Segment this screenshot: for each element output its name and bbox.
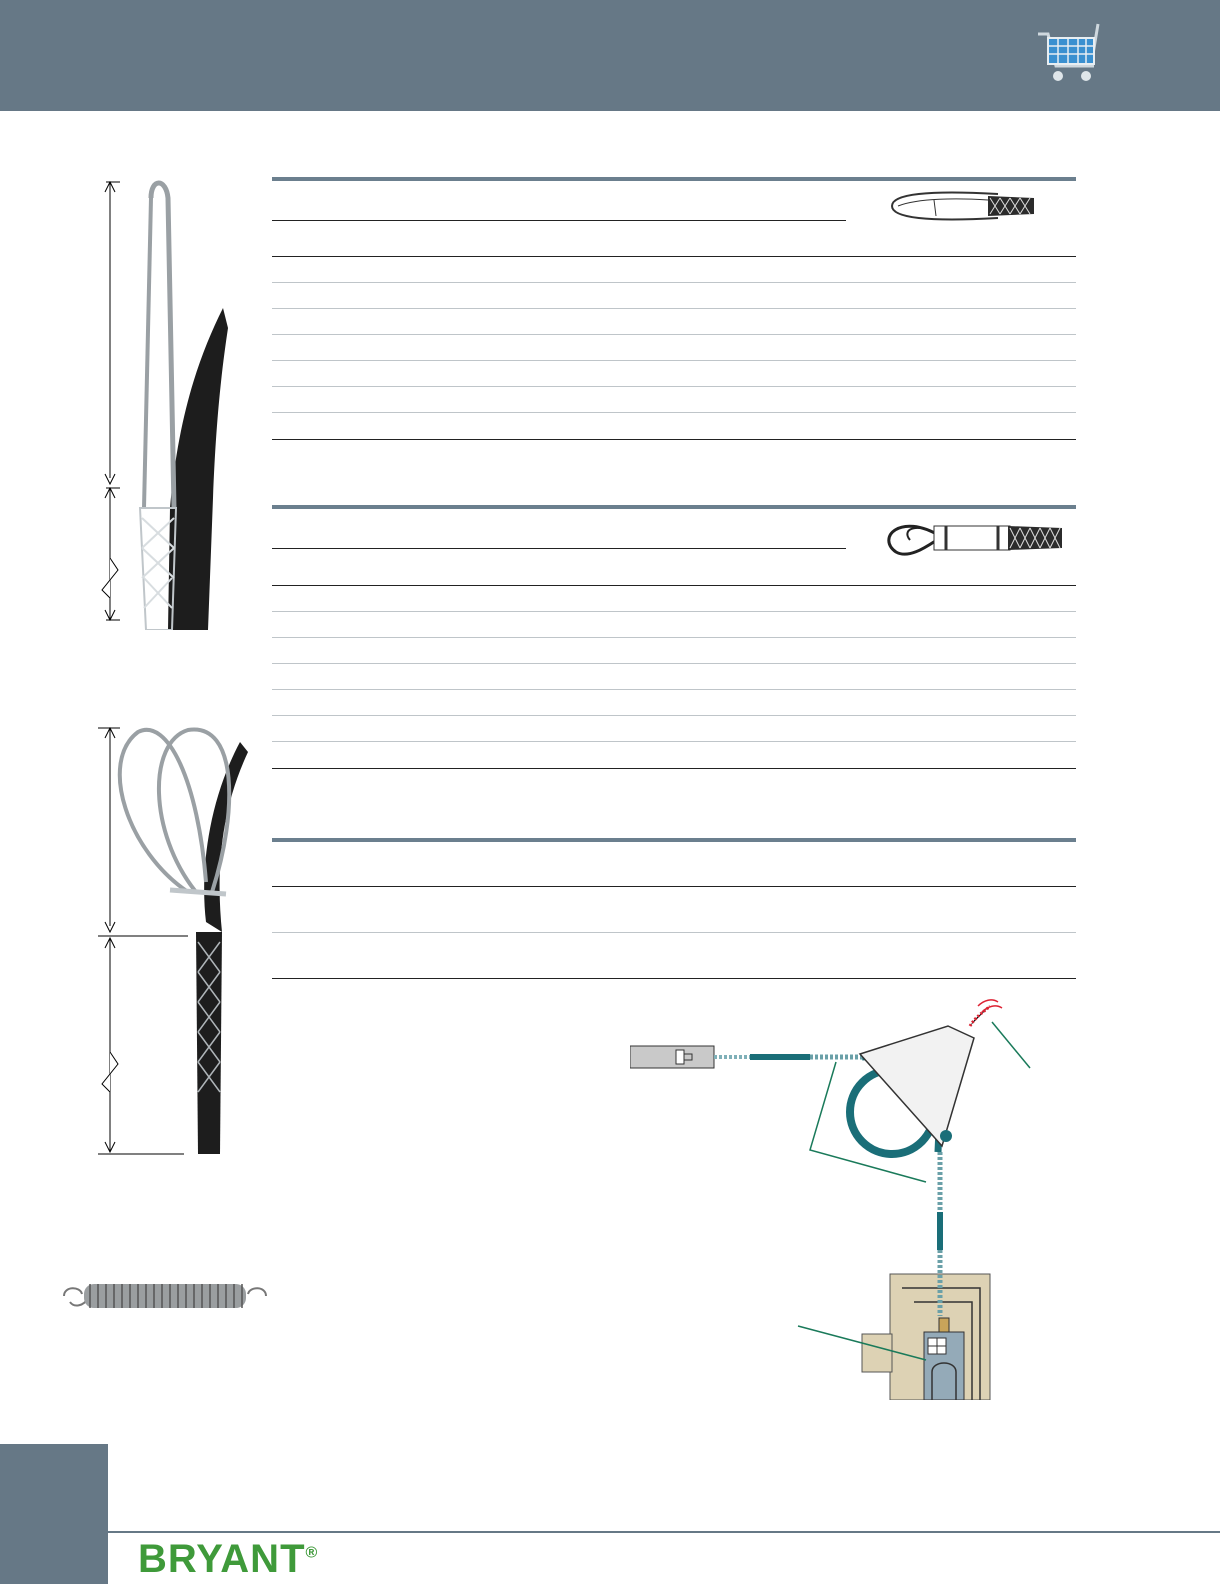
double-eye-grip-icon xyxy=(880,514,1066,562)
table2-row-rule xyxy=(272,715,1076,716)
cable-pulling-installation-diagram xyxy=(630,996,1050,1400)
table3-row-rule xyxy=(272,932,1076,933)
table1-top-rule xyxy=(272,177,1076,181)
table1-bottom-rule xyxy=(272,439,1076,440)
table1-title-rule xyxy=(272,220,846,221)
table2-bottom-rule xyxy=(272,768,1076,769)
table1-row-rule xyxy=(272,412,1076,413)
table1-row-rule xyxy=(272,308,1076,309)
table3-top-rule xyxy=(272,838,1076,842)
registered-mark: ® xyxy=(305,1544,319,1562)
table2-row-rule xyxy=(272,663,1076,664)
table1-header-rule xyxy=(272,256,1076,257)
table1-row-rule xyxy=(272,334,1076,335)
footer-rule xyxy=(108,1531,1220,1533)
table1-row-rule xyxy=(272,282,1076,283)
table2-row-rule xyxy=(272,611,1076,612)
brand-name: BRYANT xyxy=(138,1537,306,1581)
table2-row-rule xyxy=(272,741,1076,742)
double-eye-cable-grip-photo xyxy=(88,722,248,1162)
table2-title-rule xyxy=(272,548,846,549)
table2-row-rule xyxy=(272,689,1076,690)
table3-header-rule xyxy=(272,886,1076,887)
bryant-logo xyxy=(138,1537,318,1582)
single-eye-cable-grip-photo xyxy=(88,178,228,630)
table1-row-rule xyxy=(272,386,1076,387)
shopping-cart-icon[interactable] xyxy=(1036,22,1104,86)
table2-row-rule xyxy=(272,637,1076,638)
table1-row-rule xyxy=(272,360,1076,361)
single-eye-grip-icon xyxy=(888,186,1038,226)
support-spring-photo xyxy=(60,1276,270,1316)
corner-tab xyxy=(0,1444,108,1584)
table2-top-rule xyxy=(272,505,1076,509)
table3-bottom-rule xyxy=(272,978,1076,979)
table2-header-rule xyxy=(272,585,1076,586)
